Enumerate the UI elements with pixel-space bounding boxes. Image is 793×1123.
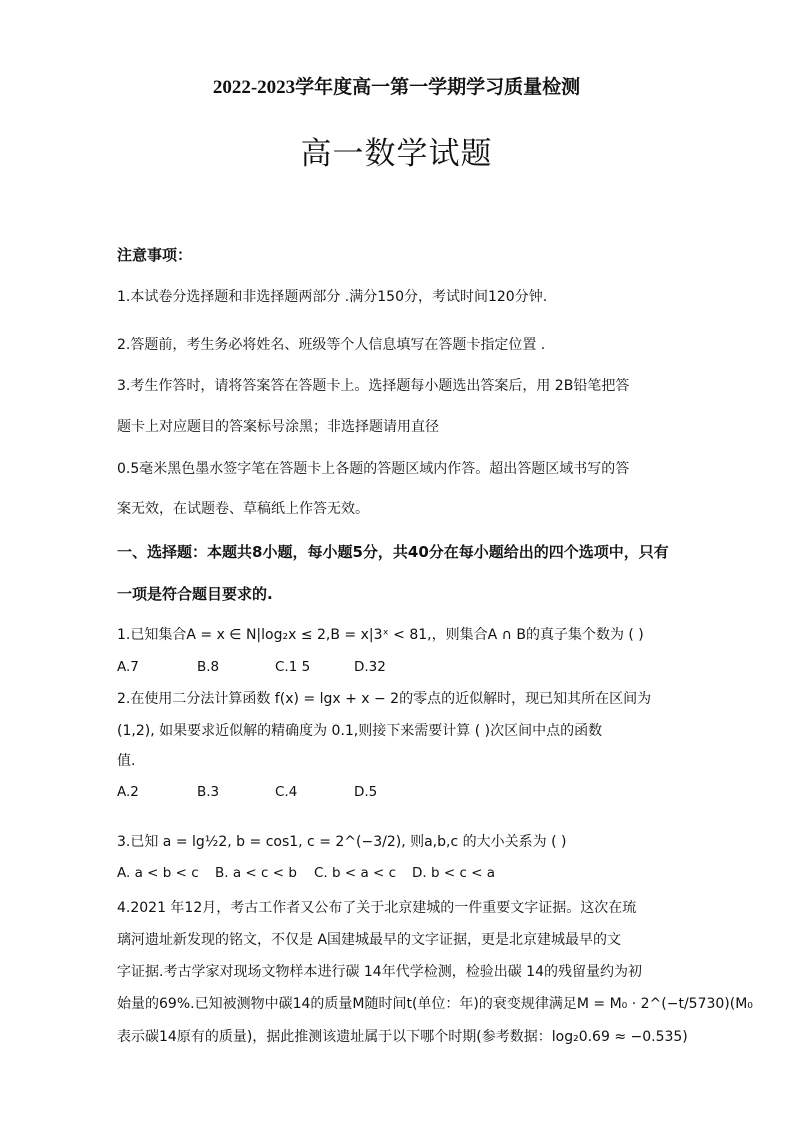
question-1: 1.已知集合A = x ∈ N|log₂x ≤ 2,B = x|3ˣ < 81,，则集合A ∩ B的真子集个数为 ( ) (117, 627, 644, 643)
question-3: 3.已知 a = lg½2, b = cos1, c = 2^(−3/2), 则a,b,c 的大小关系为 ( ) (117, 834, 567, 850)
q1-option-a: A.7 (117, 659, 139, 675)
question-4-line-4: 始量的69%.已知被测物中碳14的质量M随时间t(单位：年)的衰变规律满足M = M₀ · 2^(−t/5730)(M₀ (117, 996, 753, 1012)
q1-option-d: D.32 (354, 659, 386, 675)
question-2-line-1: 2.在使用二分法计算函数 f(x) = lgx + x − 2的零点的近似解时，现已知其所在区间为 (117, 691, 652, 707)
q2-option-d: D.5 (354, 784, 378, 800)
notice-line-2: 2.答题前，考生务必将姓名、班级等个人信息填写在答题卡指定位置 . (117, 337, 546, 353)
question-2-line-2: (1,2), 如果要求近似解的精确度为 0.1,则接下来需要计算 ( )次区间中点的函数 (117, 723, 603, 739)
notice-line-4: 题卡上对应题目的答案标号涂黑；非选择题请用直径 (117, 419, 439, 435)
notice-line-1: 1.本试卷分选择题和非选择题两部分 .满分150分，考试时间120分钟. (117, 289, 548, 305)
section-heading-1: 一、选择题：本题共8小题，每小题5分，共40分在每小题给出的四个选项中，只有 (117, 543, 669, 561)
q1-option-c: C.1 5 (275, 659, 311, 675)
q3-option-b: B. a < c < b (215, 865, 297, 881)
section-heading-2: 一项是符合题目要求的. (117, 585, 273, 603)
q2-option-b: B.3 (197, 784, 220, 800)
question-4-line-5: 表示碳14原有的质量)，据此推测该遗址属于以下哪个时期(参考数据：log₂0.69 ≈ −0.535) (117, 1029, 688, 1045)
question-4-line-3: 字证据.考古学家对现场文物样本进行碳 14年代学检测，检验出碳 14的残留量约为初 (117, 964, 642, 980)
question-4-line-2: 璃河遗址新发现的铭文，不仅是 A国建城最早的文字证据，更是北京建城最早的文 (117, 932, 622, 948)
notice-line-3: 3.考生作答时，请将答案答在答题卡上。选择题每小题选出答案后，用 2B铅笔把答 (117, 378, 630, 394)
q1-option-b: B.8 (197, 659, 220, 675)
notice-title: 注意事项： (117, 246, 193, 264)
q3-option-a: A. a < b < c (117, 865, 199, 881)
exam-title: 高一数学试题 (300, 136, 493, 172)
question-4-line-1: 4.2021 年12月，考古工作者又公布了关于北京建城的一件重要文字证据。这次在琉 (117, 900, 637, 916)
exam-header: 2022-2023学年度高一第一学期学习质量检测 (212, 77, 581, 98)
q3-option-d: D. b < c < a (412, 865, 496, 881)
q2-option-a: A.2 (117, 784, 139, 800)
q3-option-c: C. b < a < c (314, 865, 397, 881)
question-2-line-3: 值. (117, 753, 136, 769)
notice-line-6: 案无效，在试题卷、草稿纸上作答无效。 (117, 501, 369, 517)
q2-option-c: C.4 (275, 784, 298, 800)
notice-line-5: 0.5毫米黑色墨水签字笔在答题卡上各题的答题区域内作答。超出答题区域书写的答 (117, 461, 630, 477)
